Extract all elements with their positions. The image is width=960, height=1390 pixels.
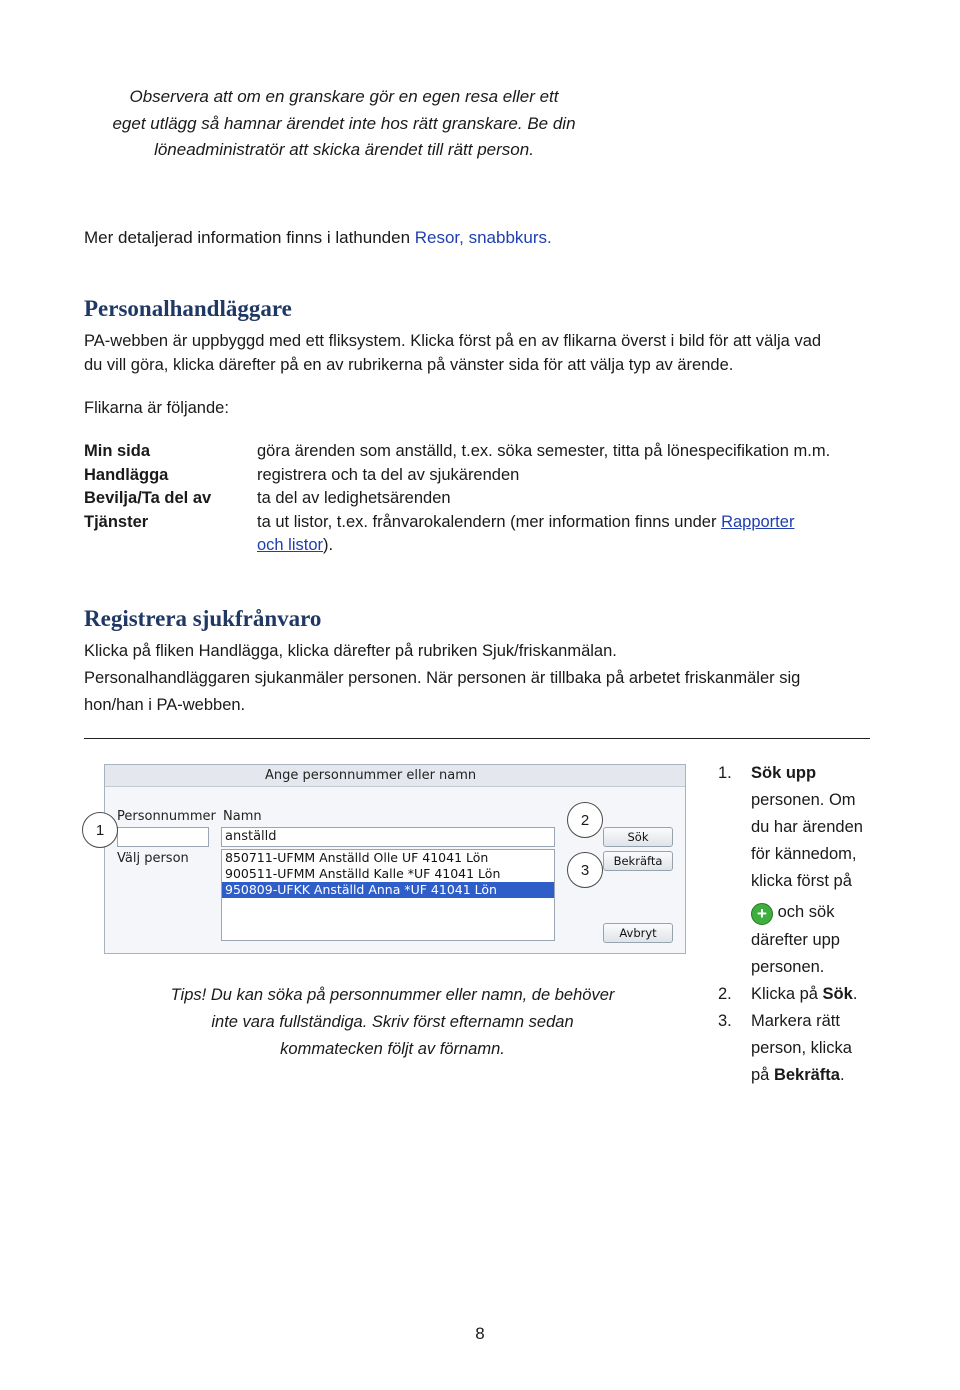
label-namn: Namn <box>223 809 262 824</box>
add-plus-icon: + <box>751 903 773 925</box>
step-2-end: . <box>852 985 858 1003</box>
namn-input[interactable]: anställd <box>221 827 555 847</box>
tab-desc-min-sida: göra ärenden som anställd, t.ex. söka semester, titta på lönespecifikation m.m. <box>257 442 831 460</box>
step-2-number: 2. <box>718 985 732 1003</box>
step-3-text: Markera rätt <box>751 1012 840 1030</box>
avbryt-button[interactable]: Avbryt <box>603 923 673 943</box>
tab-desc-bevilja: ta del av ledighetsärenden <box>257 489 451 507</box>
intro-paragraph <box>84 329 884 377</box>
step-3-line <box>718 1008 908 1035</box>
bekrafta-button[interactable]: Bekräfta <box>603 851 673 871</box>
step-1-text: personen. Om <box>751 791 856 809</box>
step-2-text: Klicka på <box>751 985 823 1003</box>
step-1-text: för kännedom, <box>751 845 857 863</box>
step-1-text: personen. <box>751 958 825 976</box>
step-1-line <box>718 814 908 841</box>
label-valj-person: Välj person <box>117 851 189 866</box>
step-3-text: på <box>751 1066 774 1084</box>
step-marker-3: 3 <box>567 852 603 888</box>
sok-button[interactable]: Sök <box>603 827 673 847</box>
note-line: löneadministratör att skicka ärendet till rätt person. <box>154 140 534 159</box>
rapporter-link[interactable]: Rapporter <box>721 512 795 531</box>
intro-line: du vill göra, klicka därefter på en av rubrikerna på vänster sida för att välja typ av ärende. <box>84 356 734 374</box>
tjanster-desc-text: ta ut listor, t.ex. frånvarokalendern (mer information finns under <box>257 512 722 531</box>
tab-descriptions-list <box>257 440 877 558</box>
tab-desc-handlagga: registrera och ta del av sjukärenden <box>257 465 520 484</box>
sjuk-line: Klicka på fliken Handlägga, klicka därefter på rubriken Sjuk/friskanmälan. <box>84 642 617 660</box>
page-number: 8 <box>475 1324 485 1343</box>
personnummer-input[interactable] <box>117 827 209 847</box>
step-1-text: klicka först på <box>751 872 852 890</box>
step-1-text: du har ärenden <box>751 818 863 836</box>
dialog-title: Ange personnummer eller namn <box>105 765 685 787</box>
note-line: eget utlägg så hamnar ärendet inte hos rätt granskare. Be din <box>112 113 576 133</box>
step-3-line <box>718 1035 908 1062</box>
tab-desc-tjanster-cont <box>257 534 877 558</box>
tips-line: kommatecken följt av förnamn. <box>280 1040 505 1058</box>
step-1-line <box>718 760 908 787</box>
step-1-number: 1. <box>718 764 732 782</box>
heading-personalhandlaggare: Personalhandläggare <box>84 296 292 321</box>
sjuk-paragraph <box>84 638 884 719</box>
more-info-text: Mer detaljerad information finns i lathunden <box>84 228 415 247</box>
tips-line <box>120 982 665 1009</box>
tabs-intro: Flikarna är följande: <box>84 399 229 417</box>
tab-desc-tjanster <box>257 511 877 535</box>
step-3-line <box>718 1062 908 1089</box>
tab-name-bevilja: Bevilja/Ta del av <box>84 489 212 507</box>
note-line: Observera att om en granskare gör en egen resa eller ett <box>129 87 559 106</box>
step-3-number: 3. <box>718 1012 732 1030</box>
step-marker-2: 2 <box>567 802 603 838</box>
tips-line: inte vara fullständiga. Skriv först efternamn sedan <box>211 1013 574 1031</box>
step-1-line <box>718 954 908 981</box>
step-3-bold: Bekräfta <box>773 1066 840 1084</box>
tips-line1: Du kan söka på personnummer eller namn, de behöver <box>206 986 615 1004</box>
step-3-text: person, klicka <box>751 1039 852 1057</box>
tab-name-tjanster: Tjänster <box>84 512 149 531</box>
step-1-line <box>718 841 908 868</box>
person-list-item-selected[interactable]: 950809-UFKK Anställd Anna *UF 41041 Lön <box>222 882 554 898</box>
person-list-item[interactable]: 900511-UFMM Anställd Kalle *UF 41041 Lön <box>225 866 501 881</box>
step-1-line <box>718 787 908 814</box>
tips-paragraph <box>120 982 665 1063</box>
step-1-line <box>718 927 908 954</box>
resor-snabbkurs-link[interactable]: Resor, snabbkurs. <box>414 228 552 247</box>
och-listor-link[interactable]: och listor <box>257 536 324 554</box>
step-1-bold: Sök upp <box>751 764 817 782</box>
tjanster-desc-end: ). <box>323 536 334 554</box>
intro-line: PA-webben är uppbyggd med ett fliksystem. Klicka först på en av flikarna överst i bild för att välja vad <box>84 332 822 350</box>
step-2-line <box>718 981 908 1008</box>
step-2-bold: Sök <box>822 985 853 1003</box>
step-1-text: därefter upp <box>751 931 840 949</box>
tab-name-handlagga: Handlägga <box>84 465 169 484</box>
horizontal-rule <box>84 738 870 739</box>
steps-list <box>718 760 908 1089</box>
heading-registrera-sjukfranvaro: Registrera sjukfrånvaro <box>84 606 322 631</box>
person-list-item[interactable]: 850711-UFMM Anställd Olle UF 41041 Lön <box>225 850 489 865</box>
sjuk-line: Personalhandläggaren sjukanmäler personen. När personen är tillbaka på arbetet friskanmäler sig <box>84 669 801 687</box>
step-1-text: och sök <box>777 903 835 921</box>
step-1-line <box>718 868 908 895</box>
tab-names-list <box>84 440 211 534</box>
label-personnummer: Personnummer <box>117 809 216 824</box>
tab-name-min-sida: Min sida <box>84 442 151 460</box>
note-paragraph <box>84 84 604 164</box>
more-info-line <box>84 228 552 248</box>
sjuk-line: hon/han i PA-webben. <box>84 696 246 714</box>
step-3-end: . <box>839 1066 845 1084</box>
person-listbox[interactable] <box>221 849 555 941</box>
tips-prefix: Tips! <box>170 986 207 1004</box>
step-marker-1: 1 <box>82 812 118 848</box>
step-1-line <box>718 895 908 927</box>
